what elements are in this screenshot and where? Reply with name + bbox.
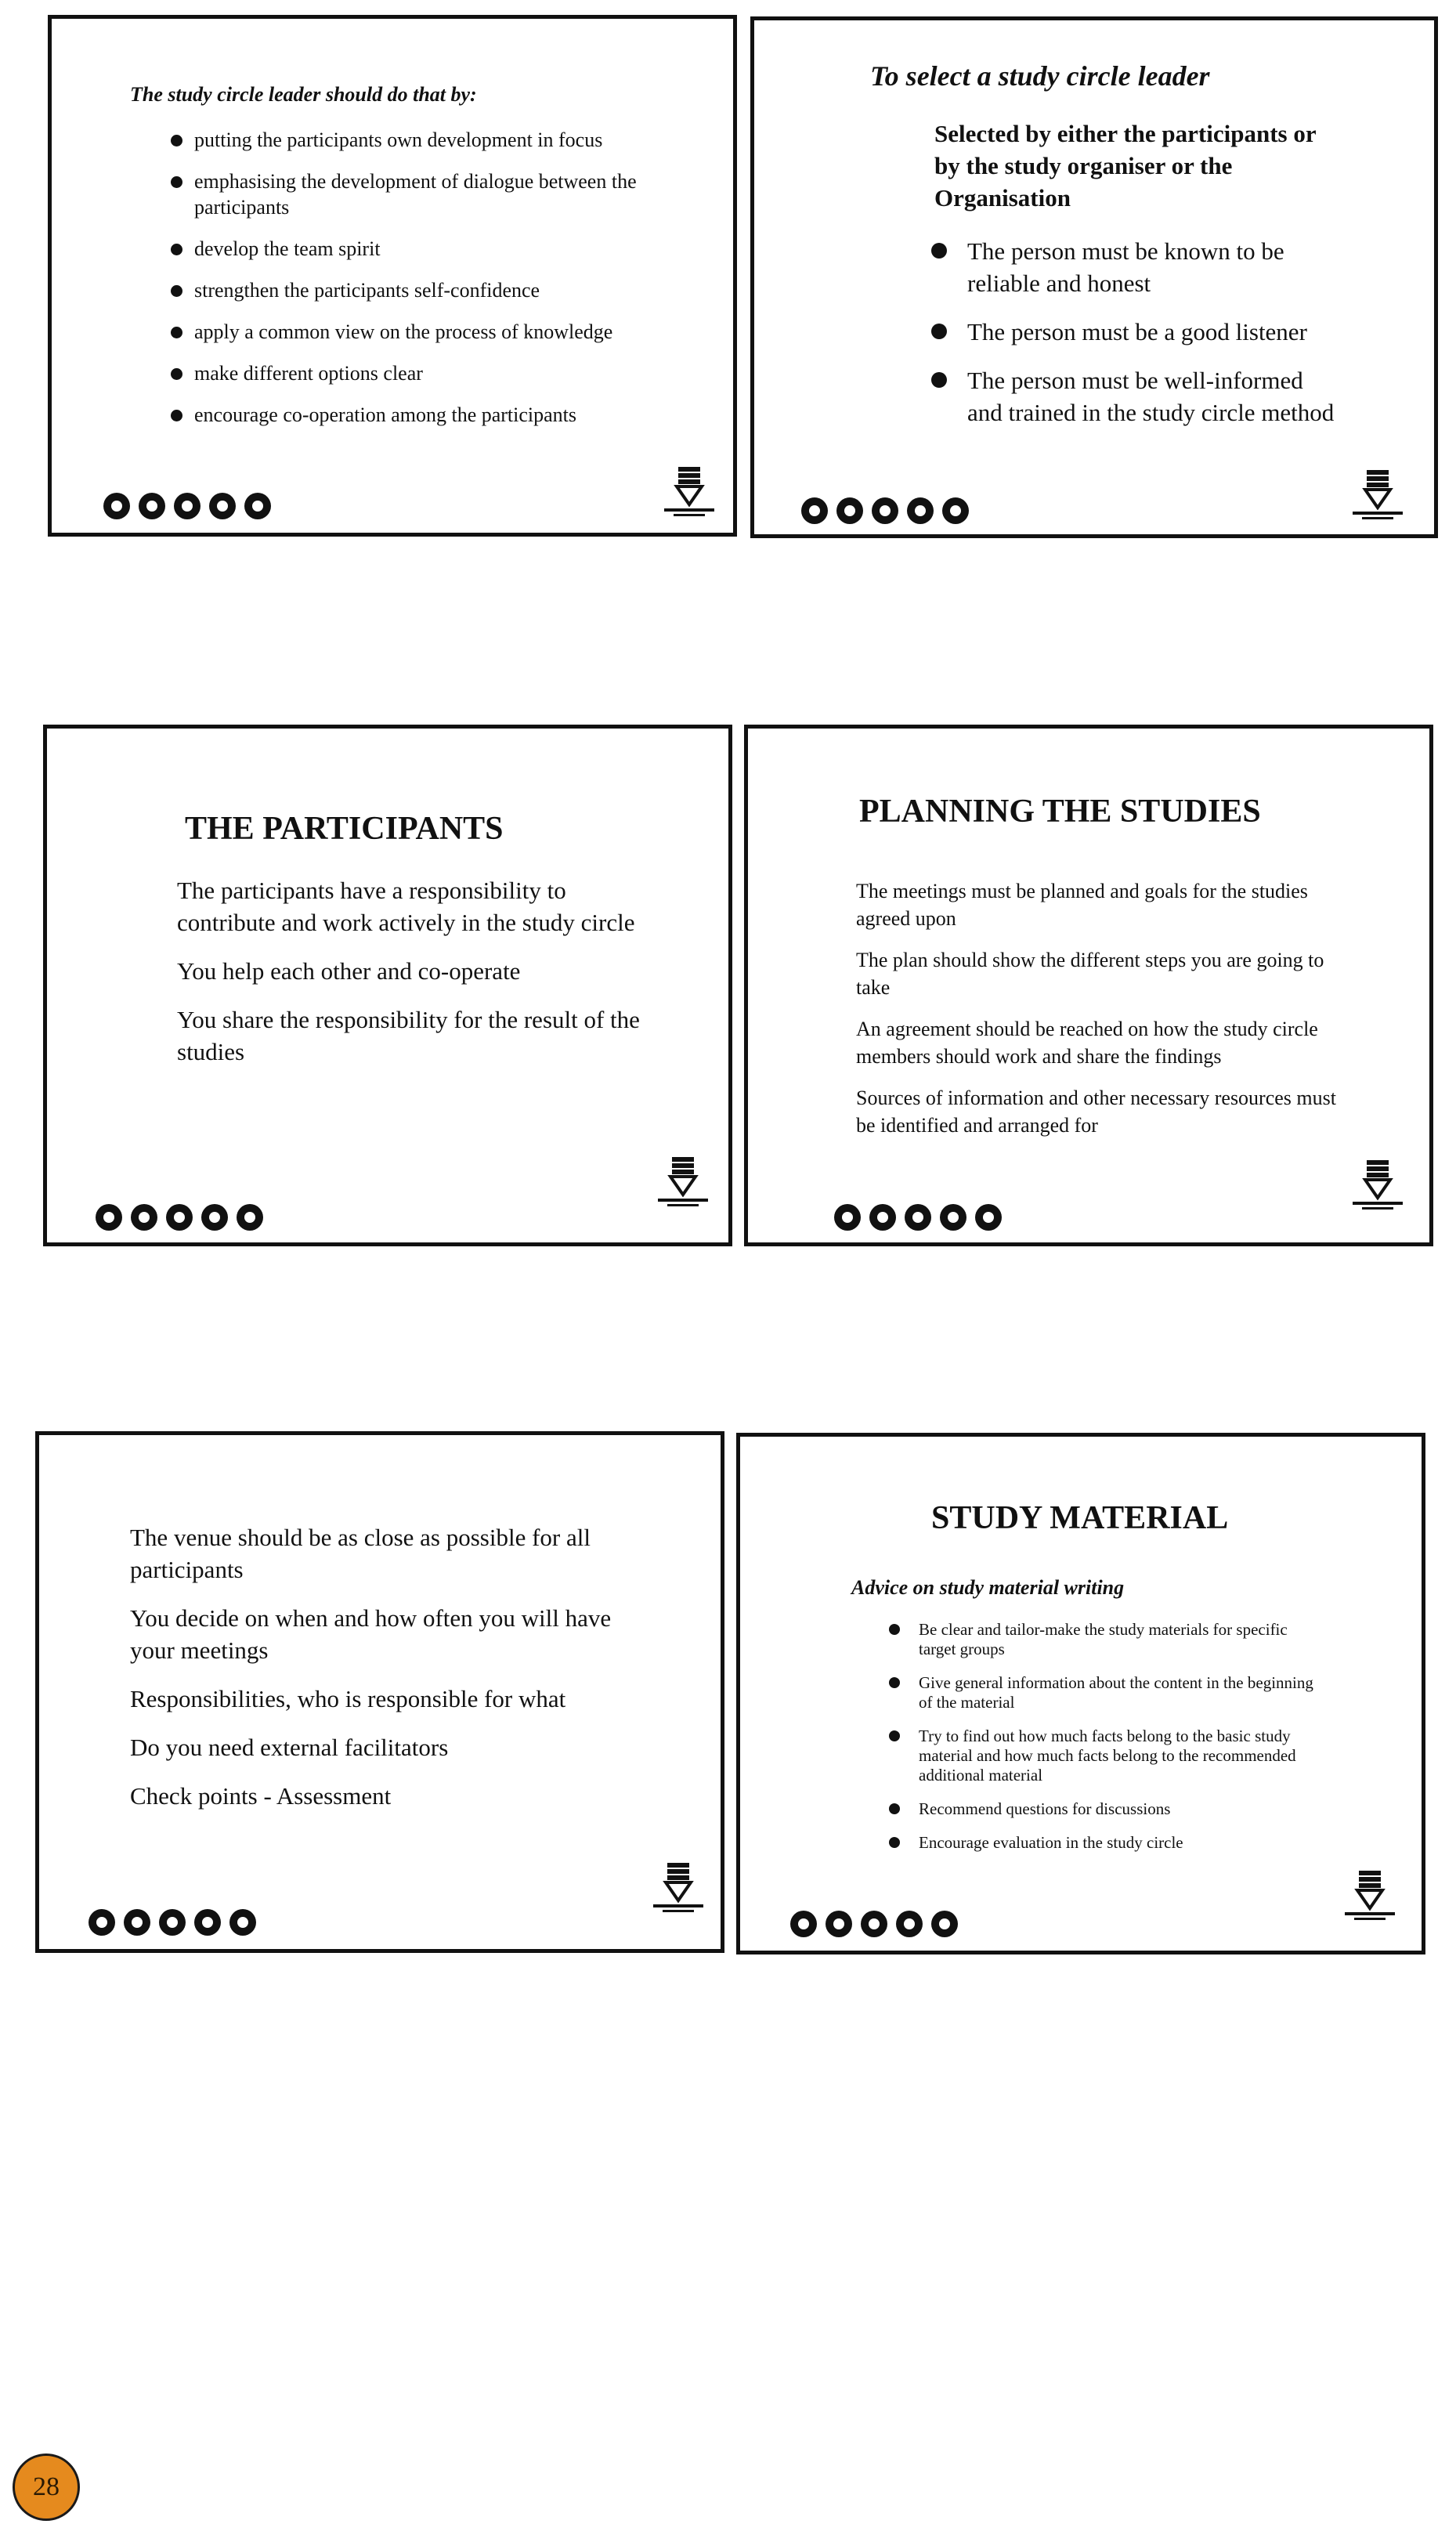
bullet-icon: [171, 176, 182, 188]
paragraph: Responsibilities, who is responsible for what: [130, 1685, 566, 1712]
list-item-label: The person must be a good listener: [967, 318, 1307, 345]
paragraph: Check points - Assessment: [130, 1782, 392, 1810]
ring-dot-icon: [103, 493, 130, 519]
paragraph: The meetings must be planned and goals for the studies agreed upon: [856, 880, 1308, 930]
ring-dot-icon: [861, 1911, 887, 1937]
bullet-list: [889, 1620, 1328, 1867]
list-item-label: Recommend questions for discussions: [919, 1799, 1171, 1818]
list-item-label: The person must be known to be reliable and honest: [967, 237, 1284, 297]
slide-planning: [744, 725, 1433, 1246]
ring-dot-icon: [872, 497, 898, 524]
list-item-label: putting the participants own development in focus: [194, 128, 603, 151]
bullet-icon: [931, 372, 947, 388]
bullet-icon: [889, 1803, 900, 1814]
bullet-icon: [889, 1730, 900, 1741]
decorative-dots: [89, 1909, 256, 1936]
bullet-icon: [171, 135, 182, 146]
paragraph: Do you need external facilitators: [130, 1734, 449, 1761]
list-item: [889, 1833, 1328, 1853]
list-item: [889, 1673, 1328, 1712]
slide-title: PLANNING THE STUDIES: [859, 794, 1261, 830]
ring-dot-icon: [139, 493, 165, 519]
ring-dot-icon: [166, 1204, 193, 1231]
ring-dot-icon: [940, 1204, 966, 1231]
paragraph: An agreement should be reached on how the study circle members should work and share the findings: [856, 1018, 1318, 1068]
list-item: [931, 364, 1339, 429]
list-item-label: apply a common view on the process of knowledge: [194, 320, 613, 343]
list-item: [171, 402, 688, 428]
decorative-dots: [96, 1204, 263, 1231]
organisation-logo-icon: [1351, 468, 1404, 522]
list-item: [171, 319, 688, 345]
ring-dot-icon: [201, 1204, 228, 1231]
slide-leader-tasks: [48, 15, 737, 537]
slide-subtitle: Advice on study material writing: [851, 1576, 1125, 1599]
page-number: 28: [33, 2472, 60, 2501]
ring-dot-icon: [159, 1909, 186, 1936]
ring-dot-icon: [209, 493, 236, 519]
list-item-label: strengthen the participants self-confidence: [194, 279, 540, 302]
paragraph-list: [856, 877, 1342, 1139]
organisation-logo-icon: [1343, 1869, 1396, 1922]
paragraph: Sources of information and other necessary resources must be identified and arranged for: [856, 1087, 1336, 1137]
bullet-icon: [171, 327, 182, 338]
bullet-icon: [171, 410, 182, 421]
slide-select-leader: [750, 16, 1438, 538]
bullet-icon: [889, 1837, 900, 1848]
list-item: [171, 360, 688, 386]
list-item-label: Give general information about the content in the beginning of the material: [919, 1673, 1313, 1712]
decorative-dots: [103, 493, 271, 519]
page-number-badge: [13, 2453, 80, 2521]
list-item: [889, 1727, 1328, 1785]
slide-participants: [43, 725, 732, 1246]
list-item-label: Try to find out how much facts belong to the basic study material and how much facts belong to the recommended additional material: [919, 1727, 1296, 1785]
slide-heading: The study circle leader should do that by:: [130, 83, 477, 106]
list-item: [171, 236, 688, 262]
paragraph: The participants have a responsibility to contribute and work actively in the study circle: [177, 877, 635, 936]
list-item: [889, 1799, 1328, 1819]
list-item: [171, 168, 688, 220]
ring-dot-icon: [931, 1911, 958, 1937]
list-item: [931, 316, 1339, 348]
bullet-icon: [171, 244, 182, 255]
decorative-dots: [801, 497, 969, 524]
list-item: [171, 127, 688, 153]
paragraph-list: [177, 874, 663, 1068]
list-item-label: The person must be well-informed and trained in the study circle method: [967, 367, 1335, 426]
ring-dot-icon: [896, 1911, 923, 1937]
decorative-dots: [790, 1911, 958, 1937]
ring-dot-icon: [790, 1911, 817, 1937]
slide-title: To select a study circle leader: [870, 60, 1210, 92]
slide-venue: [35, 1431, 724, 1953]
bullet-list: [931, 235, 1339, 445]
ring-dot-icon: [869, 1204, 896, 1231]
list-item-label: Encourage evaluation in the study circle: [919, 1833, 1183, 1852]
ring-dot-icon: [942, 497, 969, 524]
paragraph: You help each other and co-operate: [177, 957, 521, 985]
ring-dot-icon: [907, 497, 934, 524]
bullet-list: [171, 127, 688, 443]
slide-title: THE PARTICIPANTS: [185, 811, 504, 847]
bullet-icon: [171, 368, 182, 380]
ring-dot-icon: [124, 1909, 150, 1936]
ring-dot-icon: [905, 1204, 931, 1231]
paragraph: You decide on when and how often you will have your meetings: [130, 1604, 612, 1664]
ring-dot-icon: [237, 1204, 263, 1231]
list-item-label: encourage co-operation among the participants: [194, 403, 577, 426]
ring-dot-icon: [229, 1909, 256, 1936]
bullet-icon: [931, 243, 947, 259]
paragraph: You share the responsibility for the result of the studies: [177, 1006, 640, 1065]
paragraph-list: [130, 1521, 631, 1812]
decorative-dots: [834, 1204, 1002, 1231]
organisation-logo-icon: [1351, 1159, 1404, 1212]
ring-dot-icon: [174, 493, 201, 519]
slide-title: STUDY MATERIAL: [931, 1500, 1229, 1536]
ring-dot-icon: [836, 497, 863, 524]
ring-dot-icon: [801, 497, 828, 524]
organisation-logo-icon: [656, 1155, 710, 1209]
bullet-icon: [931, 324, 947, 339]
list-item-label: emphasising the development of dialogue between the participants: [194, 170, 637, 219]
list-item: [171, 277, 688, 303]
ring-dot-icon: [96, 1204, 122, 1231]
slide-study-material: [736, 1433, 1425, 1954]
list-item: [889, 1620, 1328, 1659]
ring-dot-icon: [194, 1909, 221, 1936]
ring-dot-icon: [826, 1911, 852, 1937]
ring-dot-icon: [834, 1204, 861, 1231]
bullet-icon: [889, 1677, 900, 1688]
ring-dot-icon: [131, 1204, 157, 1231]
list-item-label: develop the team spirit: [194, 237, 381, 260]
list-item-label: Be clear and tailor-make the study materials for specific target groups: [919, 1620, 1288, 1658]
list-item-label: make different options clear: [194, 362, 423, 385]
ring-dot-icon: [244, 493, 271, 519]
bullet-icon: [171, 285, 182, 297]
ring-dot-icon: [975, 1204, 1002, 1231]
paragraph: The plan should show the different steps you are going to take: [856, 949, 1324, 999]
organisation-logo-icon: [652, 1861, 705, 1915]
ring-dot-icon: [89, 1909, 115, 1936]
paragraph: The venue should be as close as possible for all participants: [130, 1524, 591, 1583]
list-item: [931, 235, 1339, 299]
slide-subtitle: Selected by either the participants or by the study organiser or the Organisation: [934, 120, 1317, 212]
bullet-icon: [889, 1624, 900, 1635]
organisation-logo-icon: [663, 465, 716, 519]
